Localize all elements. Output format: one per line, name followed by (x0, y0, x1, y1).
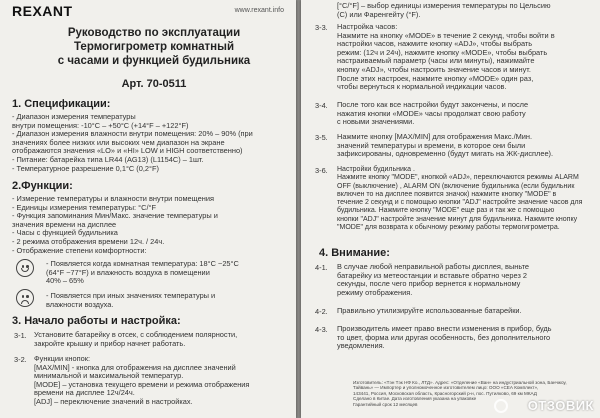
discomfort-text: - Появляется при иных значениях температуры и влажности воздуха. (46, 291, 216, 309)
instruction-sheet-right: [°C/°F] – выбор единицы измерения температуры по Цельсию (C) или Фаренгейту (°F). 3-3. Настройка часов: Нажмите на кнопку «MODE» в течение 2 секунд, чтобы войти в настройки часов, нажмите кнопку «ADJ», чтобы выбрать режим: (12ч и 24ч), нажмите кнопку «MODE», чтобы выбрать настраиваемый параметр (часы или минуты), нажимайте кнопку «ADJ», чтобы настроить значение часов и минут. После этих настроек, нажмите кнопку «MODE» один раз, чтобы вернуться к нормальной индикации часов. 3-4. После того как все настройки будут закончены, и после нажатия кнопки «MODE» часы продолжат свою работу с новыми значениями. 3-5. Нажмите кнопку [MAX/MIN] для отображения Макс./Мин. значений температуры и времени, в которое они были зафиксированы, одновременно (будут мигать на ЖК-дисплее). 3-6. Настройки будильника . Нажмите кнопку "MODE", кнопкой «ADJ», переключаются режимы ALARM OFF (выключение) , ALARM ON (включение будильника (если будильник включен то на дисплее появится значок) нажмите кнопку "MODE" в течение 2 секунд и с помощью кнопки "ADJ" настройте значение часов для будильника. Нажмите кнопку "MODE" еще раз и так же с помощью кнопки "ADJ" настройте значение минут для будильника. Нажмите кнопку "MODE" для возврата к обычному режиму работы термогигрометра. 4. Внимание: 4-1. В случае любой неправильной работы дисплея, выньте батарейку из метеостанции и вставьте обратно через 2 секунды, после чего прибор вернется к нормальному режиму отображения. 4-2. Правильно утилизируйте использованные батарейки. 4-3. Производитель имеет право внести изменения в прибор, будь то цвет, форма или другая особенность, без дополнительного уведомления. Изготовитель: «Тэн Тэк НФ Ко., ЛТД». Адрес: «Отделение «Ван» на индустриальной зона, Банчжоу, Тайвань» — Импортер и уполномоченное изготовителем лицо: ООО «СЕА Комплект», 143441, Россия, Московская область, Красногорский р-н, пос. Путилково, 69 км МКАД Сделано в Китае. Дата изготовления указана на упаковке Гарантийный срок 12 месяцев ОТЗОВИК (301, 0, 600, 418)
specs-heading: 1. Спецификации: (12, 98, 111, 110)
website-url: www.rexant.info (234, 7, 284, 14)
instruction-sheet-left: REXANT www.rexant.info Руководство по эксплуатации Термогигрометр комнатный с часами и функцией будильника Арт. 70-0511 1. Спецификации: - Диапазон измерения температуры внутри помещения: -10°C – +50°C (+14°F – +122°F) - Диапазон измерения влажности внутри помещения: 20% – 90% (при значениях более низких или высоких чем диапазон на экране отображаются значения «LO» и «HI» LOW и HIGH соответственно) - Питание: батарейка типа LR44 (AG13) (L1154C) – 1шт. - Температурное разрешение 0,1°C (0,2°F) 2.Функции: - Измерение температуры и влажности внутри помещения - Единицы измерения температуры: °C/°F - Функция запоминания Мин/Макс. значение температуры и значения времени на дисплее - Часы с функцией будильника - 2 режима отображения времени 12ч. / 24ч. - Отображение степени комфортности: - Появляется когда комнатная температура: 18°C ~25°C (64°F ~77°F) и влажность воздуха в помещении 40% – 65% - Появляется при иных значениях температуры и влажности воздуха. 3. Начало работы и настройка: 3-1. Установите батарейку в отсек, с соблюдением полярности, закройте крышку и прибор начнет работать. 3-2. Функции кнопок: [MAX/MIN] - кнопка для отображения на дисплее значений минимальной и максимальной температур. [MODE] – установка текущего времени и режима отображения времени на дисплее 12ч/24ч. [ADJ] – переключение значений в настройках. (0, 0, 296, 418)
units-text: [°C/°F] – выбор единицы измерения температуры по Цельсию (C) или Фаренгейту (°F). (337, 1, 551, 19)
specs-text: - Диапазон измерения температуры внутри помещения: -10°C – +50°C (+14°F – +122°F) - Диапазон измерения влажности внутри помещения: 20% – 90% (при значениях более низких или высоких чем диапазон на экране отображаются значения «LO» и «HI» LOW и HIGH соответственно) - Питание: батарейка типа LR44 (AG13) (L1154C) – 1шт. - Температурное разрешение 0,1°C (0,2°F) (12, 112, 253, 173)
step-3-4: После того как все настройки будут закончены, и после нажатия кнопки «MODE» часы продолжат свою работу с новыми значениями. (337, 100, 529, 127)
watermark-icon (494, 399, 508, 413)
warning-4-2: Правильно утилизируйте использованные батарейки. (337, 306, 522, 315)
functions-text: - Измерение температуры и влажности внутри помещения - Единицы измерения температуры: °C/°F - Функция запоминания Мин/Макс. значение температуры и значения времени на дисплее - Часы с функцией будильника - 2 режима отображения времени 12ч. / 24ч. - Отображение степени комфортности: (12, 194, 218, 255)
setup-step-3-2: Функции кнопок: [MAX/MIN] - кнопка для отображения на дисплее значений минимальной и максимальной температур. [MODE] – установка текущего времени и режима отображения времени на дисплее 12ч/24ч. [ADJ] – переключение значений в настройках. (34, 354, 250, 406)
setup-step-3-1: Установите батарейку в отсек, с соблюдением полярности, закройте крышку и прибор начнет работать. (34, 330, 238, 348)
functions-heading: 2.Функции: (12, 180, 73, 192)
article-number: Арт. 70-0511 (121, 78, 187, 90)
clock-setup-3-3: Настройка часов: Нажмите на кнопку «MODE» в течение 2 секунд, чтобы войти в настройки часов, нажмите кнопку «ADJ», чтобы выбрать режим: (12ч и 24ч), нажмите кнопку «MODE», чтобы выбрать настраиваемый параметр (часы или минуты), нажимайте кнопку «ADJ», чтобы настроить значение часов и минут. После этих настроек, нажмите кнопку «MODE» один раз, чтобы вернуться к нормальной индикации часов. (337, 22, 555, 92)
step-3-5: Нажмите кнопку [MAX/MIN] для отображения Макс./Мин. значений температуры и времени, в которое они были зафиксированы, одновременно (будут мигать на ЖК-дисплее). (337, 132, 554, 159)
comfort-smiley-icon (16, 259, 34, 277)
warning-heading: 4. Внимание: (319, 247, 390, 259)
watermark: ОТЗОВИК (527, 398, 594, 413)
alarm-setup-3-6: Настройки будильника . Нажмите кнопку "MODE", кнопкой «ADJ», переключаются режимы ALARM OFF (выключение) , ALARM ON (включение будильника (если будильник включен то на дисплее появится значок) нажмите кнопку "MODE" в течение 2 секунд и с помощью кнопки "ADJ" настройте значение часов для будильника. Нажмите кнопку "MODE" еще раз и так же с помощью кнопки "ADJ" настройте значение минут для будильника. Нажмите кнопку "MODE" для возврата к обычному режиму работы термогигрометра. (337, 166, 583, 232)
warning-4-1: В случае любой неправильной работы дисплея, выньте батарейку из метеостанции и вставьте обратно через 2 секунды, после чего прибор вернется к нормальному режиму отображения. (337, 262, 530, 297)
document-title: Руководство по эксплуатации Термогигрометр комнатный с часами и функцией будильника (57, 27, 251, 67)
setup-heading: 3. Начало работы и настройка: (12, 315, 181, 327)
sheet-header (12, 3, 288, 21)
discomfort-smiley-icon (16, 289, 34, 307)
comfort-text: - Появляется когда комнатная температура: 18°C ~25°C (64°F ~77°F) и влажность воздуха в помещении 40% – 65% (46, 259, 239, 286)
rexant-logo: REXANT (12, 3, 73, 19)
warning-4-3: Производитель имеет право внести изменения в прибор, будь то цвет, форма или другая особенность, без дополнительного уведомления. (337, 324, 552, 351)
manufacturer-footer: Изготовитель: «Тэн Тэк НФ Ко., ЛТД». Адрес: «Отделение «Ван» на индустриальной зона, Банчжоу, Тайвань» — Импортер и уполномоченное изготовителем лицо: ООО «СЕА Комплект», 143441, Россия, Московская область, Красногорский р-н, пос. Путилково, 69 км МКАД Сделано в Китае. Дата изготовления указана на упаковке Гарантийный срок 12 месяцев (353, 380, 567, 407)
